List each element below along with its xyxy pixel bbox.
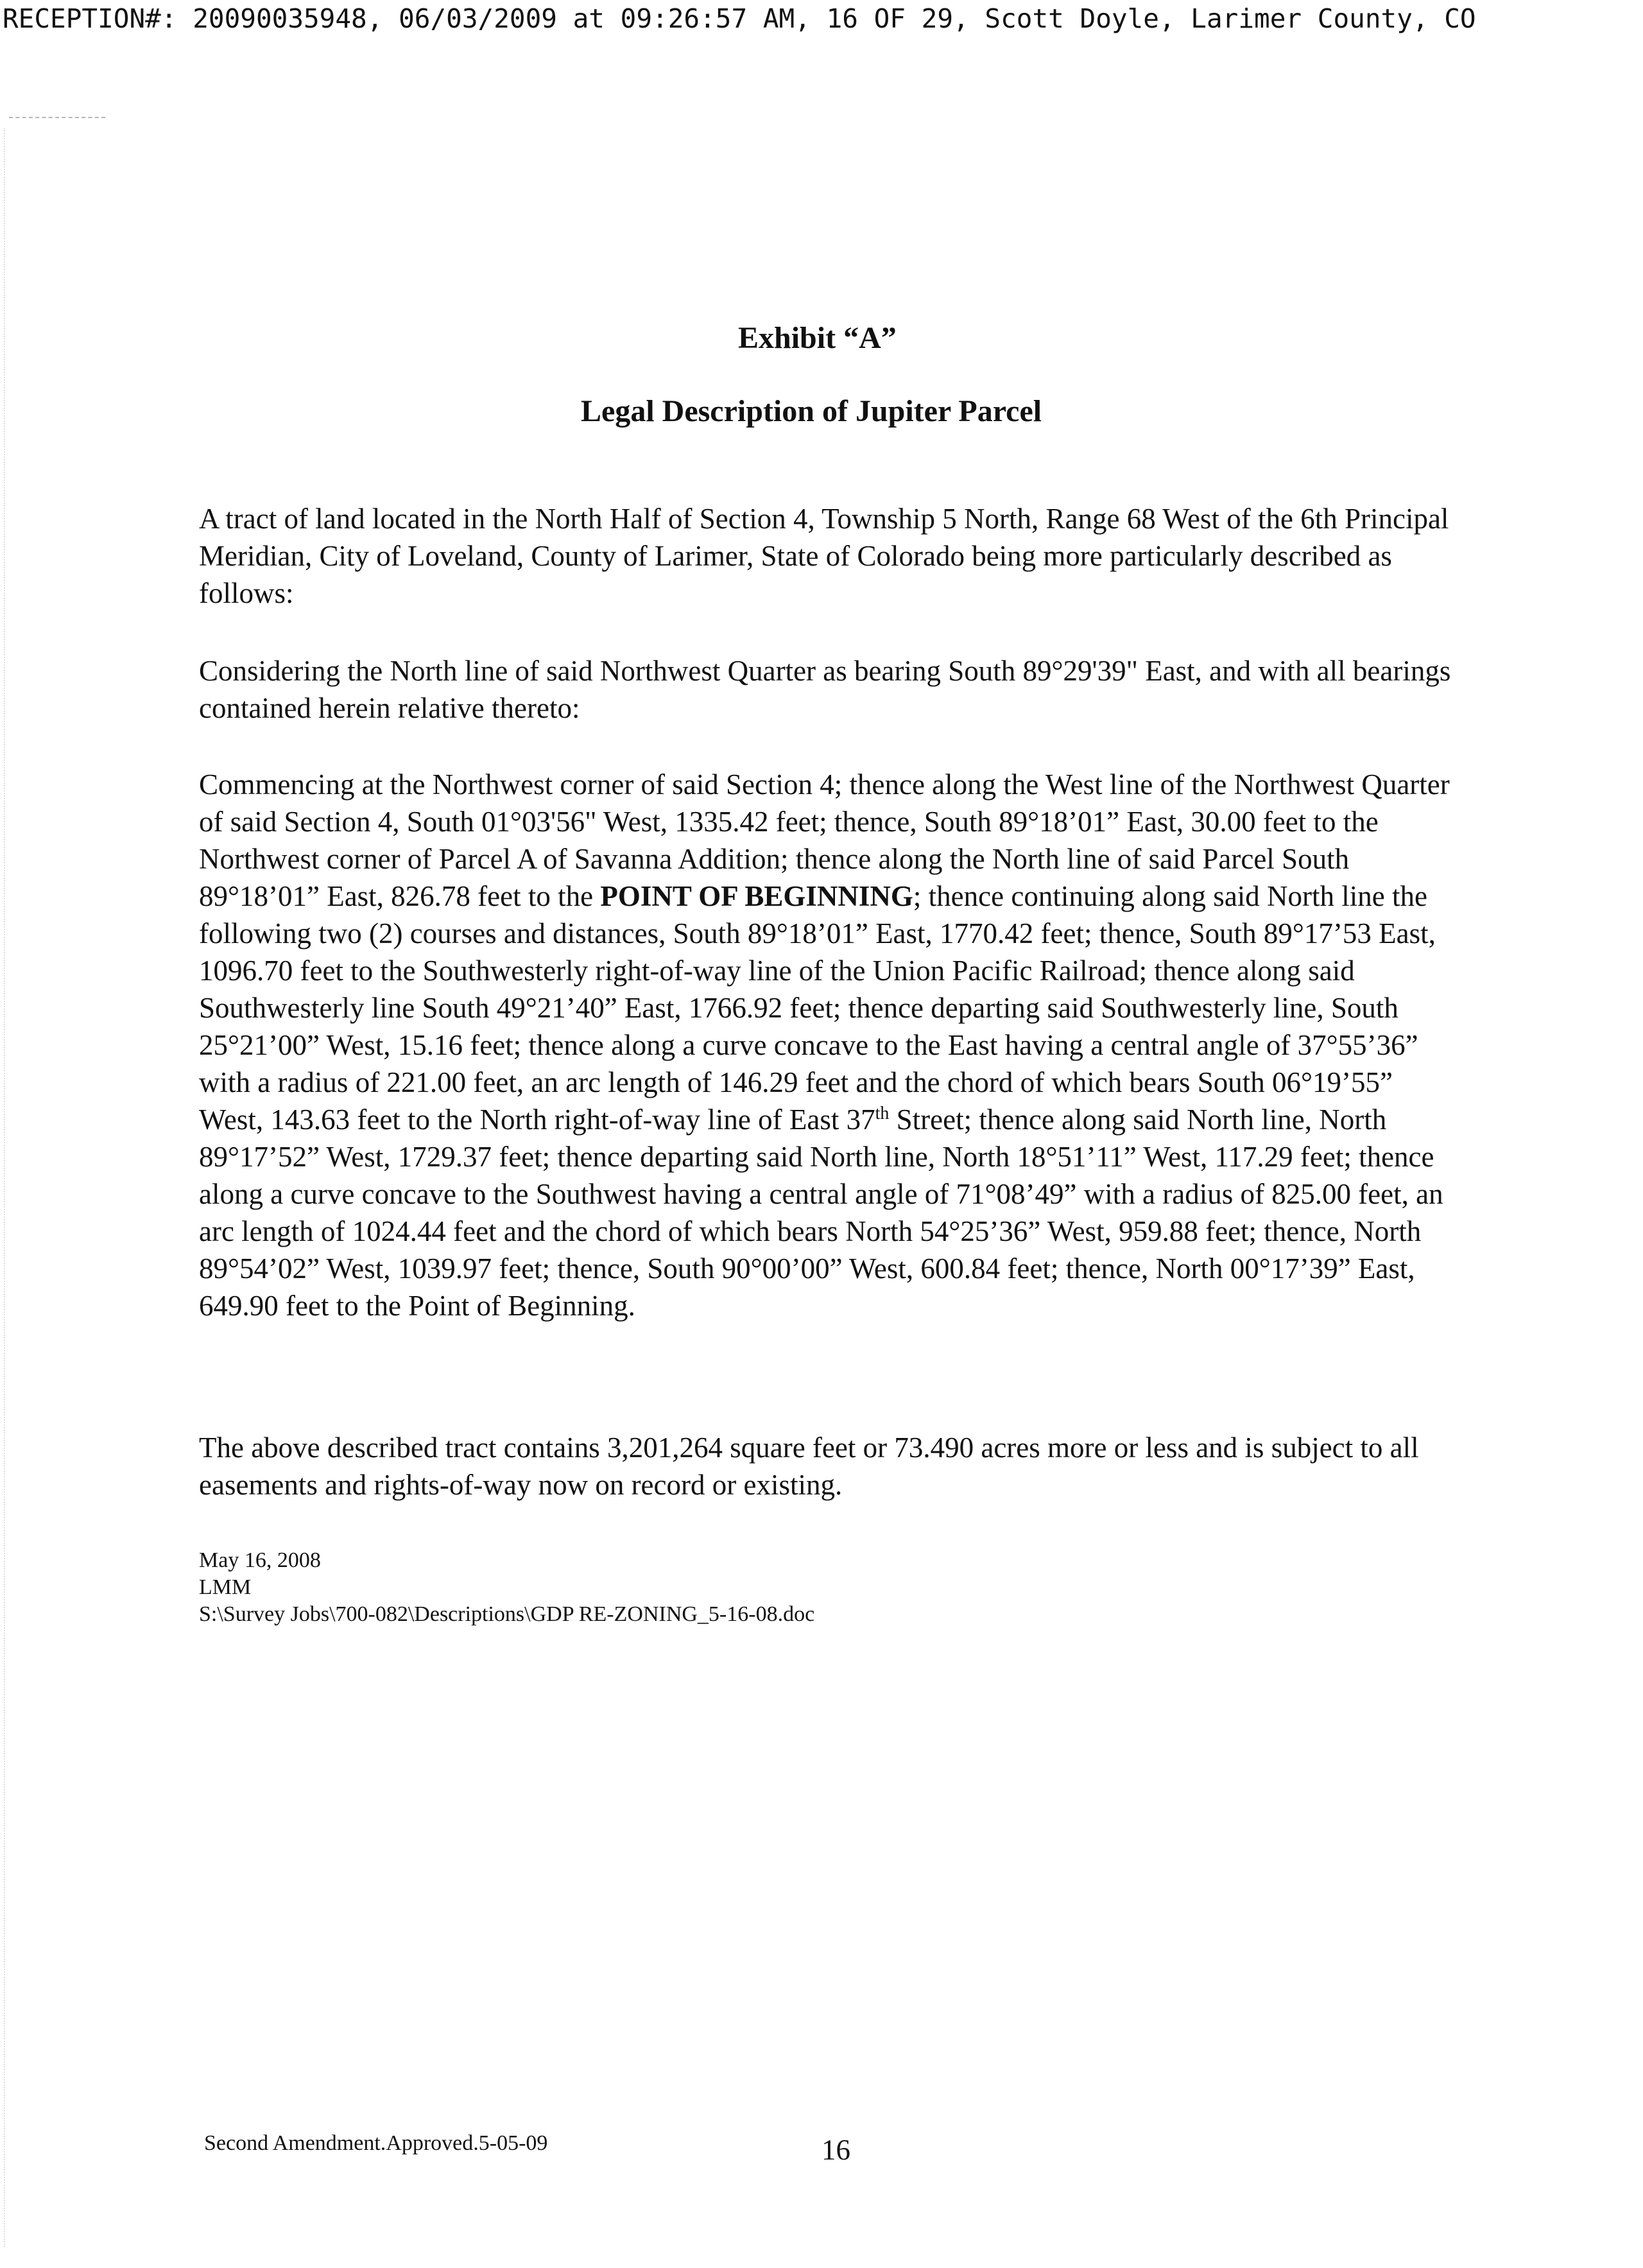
signature-initials: LMM [199, 1575, 252, 1599]
scan-edge [4, 128, 5, 2247]
scan-artifact [9, 117, 105, 121]
signature-block [199, 1547, 1354, 1628]
description-part-b: ; thence continuing along said North line the following two (2) courses and distances, South 89°18’01” East, 1770.42 feet; thence, South 89°17’53 East, 1096.70 feet to the Southwesterly right-of-way line of the Union Pacific Railroad; thence along said Southwesterly line South 49°21’40” East, 1766.92 feet; thence departing said Southwesterly line, South 25°21’00” West, 15.16 feet; thence along a curve concave to the East having a central angle of 37°55’36” with a radius of 221.00 feet, an arc length of 146.29 feet and the chord of which bears South 06°19’55” West, 143.63 feet to the North right-of-way line of East 37 [199, 880, 1436, 1136]
section-title: Legal Description of Jupiter Parcel [581, 394, 1042, 428]
signature-date: May 16, 2008 [199, 1548, 321, 1572]
signature-file-path: S:\Survey Jobs\700-082\Descriptions\GDP RE-ZONING_5-16-08.doc [199, 1602, 815, 1626]
description-part-a: Commencing at the Northwest corner of said Section 4; thence along the West line of the Northwest Quarter of said Section 4, South 01°03'56" West, 1335.42 feet; thence, South 89°18’01” East, 30.00 feet to the Northwest corner of Parcel A of Savanna Addition; thence along the North line of said Parcel South 89°18’01” East, 826.78 feet to the [199, 768, 1450, 912]
paragraph-bearing-basis: Considering the North line of said Northwest Quarter as bearing South 89°29'39" East, and with all bearings contained herein relative thereto: [199, 655, 1451, 724]
reception-stamp: RECEPTION#: 20090035948, 06/03/2009 at 09:26:57 AM, 16 OF 29, Scott Doyle, Larimer County, CO [3, 3, 1476, 34]
footer-page-number: 16 [822, 2134, 850, 2166]
description-part-c: Street; thence along said North line, North 89°17’52” West, 1729.37 feet; thence departing said North line, North 18°51’11” West, 117.29 feet; thence along a curve concave to the Southwest having a central angle of 71°08’49” with a radius of 825.00 feet, an arc length of 1024.44 feet and the chord of which bears North 54°25’36” West, 959.88 feet; thence, North 89°54’02” West, 1039.97 feet; thence, South 90°00’00” West, 600.84 feet; thence, North 00°17’39” East, 649.90 feet to the Point of Beginning. [199, 1104, 1443, 1322]
ordinal-superscript: th [875, 1104, 890, 1123]
footer-document-name: Second Amendment.Approved.5-05-09 [204, 2131, 548, 2155]
paragraph-area: The above described tract contains 3,201,264 square feet or 73.490 acres more or less and is subject to all easements and rights-of-way now on record or existing. [199, 1432, 1419, 1501]
paragraph-legal-description [199, 766, 1457, 1324]
exhibit-title: Exhibit “A” [738, 321, 897, 355]
paragraph-intro: A tract of land located in the North Half of Section 4, Township 5 North, Range 68 West of the 6th Principal Meridian, City of Loveland, County of Larimer, State of Colorado being more particularly described as follows: [199, 503, 1449, 609]
point-of-beginning: POINT OF BEGINNING [600, 880, 913, 912]
